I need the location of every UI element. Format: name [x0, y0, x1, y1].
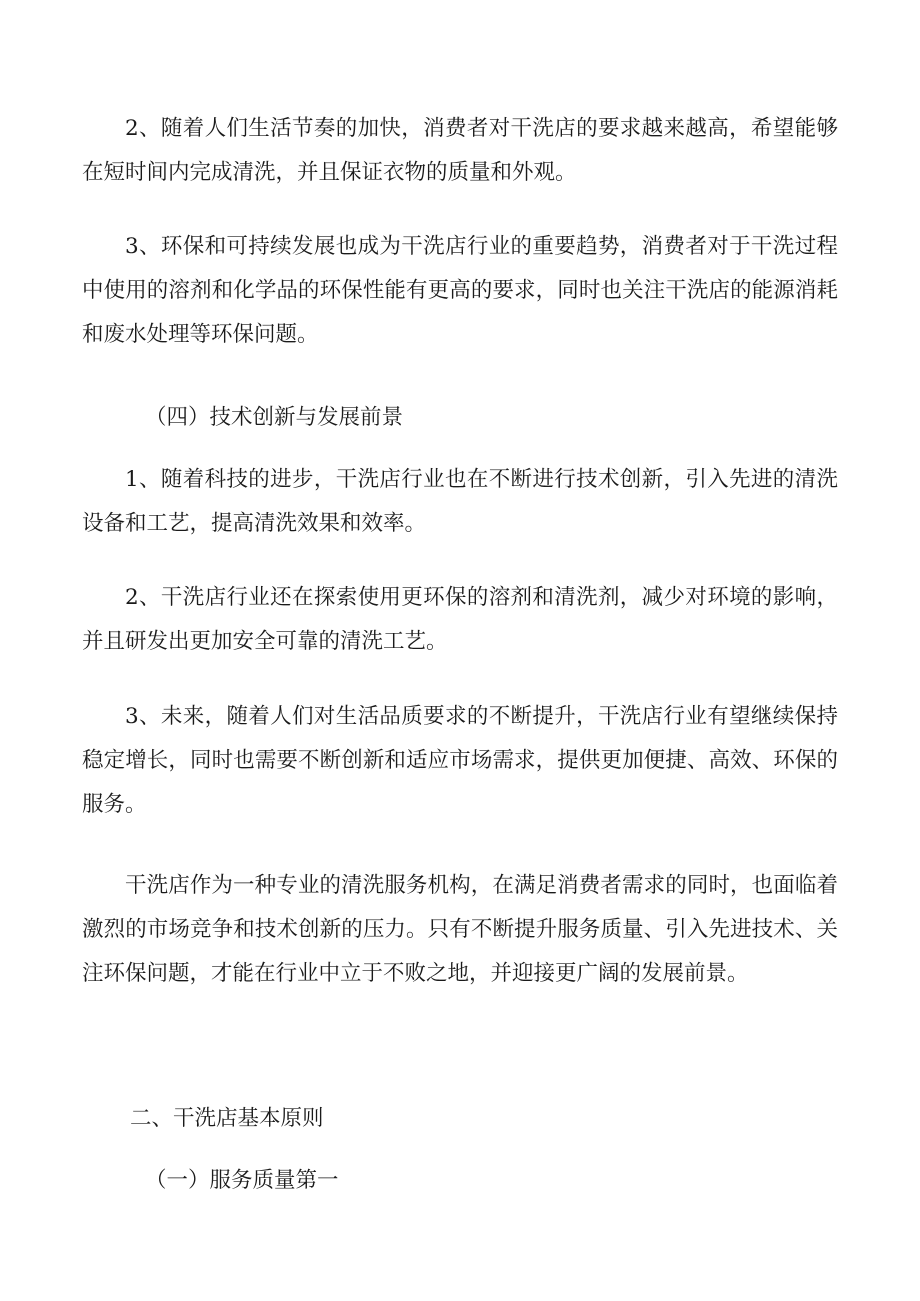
paragraph-summary: 干洗店作为一种专业的清洗服务机构，在满足消费者需求的同时，也面临着激烈的市场竞争和技术创新的压力。只有不断提升服务质量、引入先进技术、关注环保问题，才能在行业中立于不败之地，并迎接更广阔的发展前景。	[82, 873, 838, 986]
paragraph-future-outlook: 3、未来，随着人们对生活品质要求的不断提升，干洗店行业有望继续保持稳定增长，同时也需要不断创新和适应市场需求，提供更加便捷、高效、环保的服务。	[82, 704, 838, 817]
paragraph-tech-progress: 1、随着科技的进步，干洗店行业也在不断进行技术创新，引入先进的清洗设备和工艺，提高清洗效果和效率。	[82, 467, 838, 536]
section-heading-tech-innovation: （四）技术创新与发展前景	[145, 405, 404, 430]
paragraph-environmental-trend: 3、环保和可持续发展也成为干洗店行业的重要趋势，消费者对于干洗过程中使用的溶剂和化学品的环保性能有更高的要求，同时也关注干洗店的能源消耗和废水处理等环保问题。	[82, 234, 838, 347]
section-heading-service-quality: （一）服务质量第一	[145, 1168, 339, 1193]
chapter-heading-basic-principles: 二、干洗店基本原则	[130, 1106, 324, 1131]
paragraph-consumer-demand: 2、随着人们生活节奏的加快，消费者对干洗店的要求越来越高，希望能够在短时间内完成清洗，并且保证衣物的质量和外观。	[82, 116, 838, 185]
paragraph-eco-solvents: 2、干洗店行业还在探索使用更环保的溶剂和清洗剂，减少对环境的影响，并且研发出更加安全可靠的清洗工艺。	[82, 585, 838, 654]
